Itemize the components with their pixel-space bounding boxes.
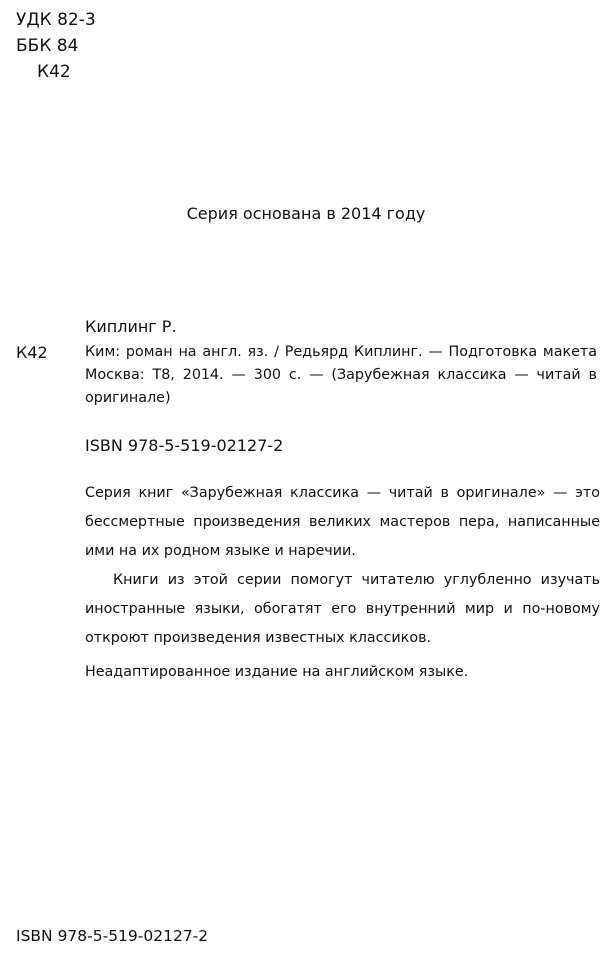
udk-code: УДК 82-3: [16, 10, 96, 30]
bibliographic-description: [85, 341, 597, 410]
description-line: ими на их родном языке и наречии.: [85, 543, 356, 559]
biblio-line: оригинале): [85, 390, 171, 406]
non-adapted-note: Неадаптированное издание на английском языке.: [85, 664, 469, 680]
author-heading: Киплинг Р.: [85, 317, 177, 336]
bbk-code: ББК 84: [16, 36, 79, 56]
isbn-bottom: ISBN 978-5-519-02127-2: [16, 927, 209, 945]
author-code-top: К42: [37, 62, 71, 82]
description-line: Серия книг «Зарубежная классика — читай в оригинале» — это: [85, 485, 600, 501]
series-description: [85, 479, 600, 653]
isbn-main: ISBN 978-5-519-02127-2: [85, 436, 284, 455]
description-line: иностранные языки, обогатят его внутренний мир и по-новому: [85, 601, 600, 617]
description-line: бессмертные произведения великих мастеров пера, написанные: [85, 514, 600, 530]
biblio-line: Москва: Т8, 2014. — 300 с. — (Зарубежная классика — читай в: [85, 367, 597, 383]
series-founded-note: Серия основана в 2014 году: [186, 204, 426, 223]
biblio-line: Ким: роман на англ. яз. / Редьярд Киплинг. — Подготовка макета: [85, 344, 597, 360]
description-line: Книги из этой серии помогут читателю углубленно изучать: [113, 572, 600, 588]
description-line: откроют произведения известных классиков.: [85, 630, 432, 646]
author-code-side: К42: [16, 343, 48, 362]
